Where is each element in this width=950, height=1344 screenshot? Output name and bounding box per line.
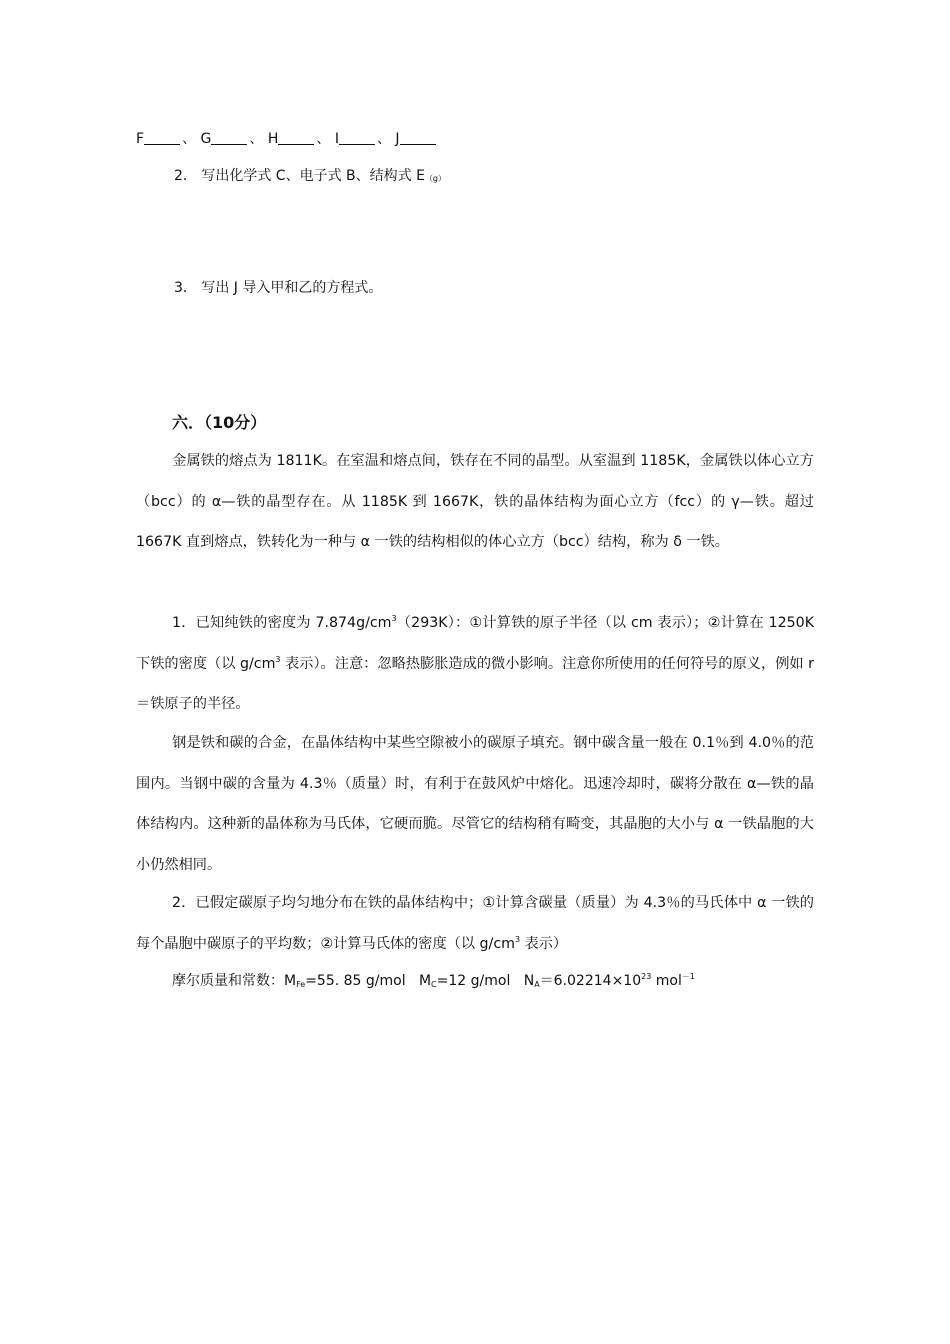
blank-label-g: G (200, 131, 212, 147)
section-heading: 六．（10分） (172, 413, 267, 432)
question-3: 3． 写出 J 导入甲和乙的方程式。 (174, 280, 383, 296)
blank-label-i: I (334, 131, 339, 147)
paragraph-iron-phases: 金属铁的熔点为 1811K。在室温和熔点间，铁存在不同的晶型。从室温到 1185K，金属铁以体心立方（bcc）的 α—铁的晶型存在。从 1185K 到 1667K，铁的晶体结构为面心立方（fcc）的 γ—铁。超过 1667K 直到熔点，铁转化为一种与 α 一铁的结构相似的体心立方（bcc）结构，称为 δ 一铁。 (136, 453, 814, 550)
answer-blank-i (339, 130, 375, 145)
question-2: 2． 写出化学式 C、电子式 B、结构式 E（g） (174, 168, 447, 184)
blank-label-j: J (395, 131, 400, 147)
answer-blanks-row: F 、 G 、 H 、 I 、 J (136, 128, 438, 148)
answer-blank-f (144, 130, 180, 145)
answer-blank-h (278, 130, 314, 145)
paragraph-steel: 钢是铁和碳的合金，在晶体结构中某些空隙被小的碳原子填充。钢中碳含量一般在 0.1％到 4.0％的范围内。当钢中碳的含量为 4.3％（质量）时，有利于在鼓风炉中熔化。迅速冷却时，碳将分散在 α—铁的晶体结构内。这种新的晶体称为马氏体，它硬而脆。尽管它的结构稍有畸变，其晶胞的大小与 α 一铁晶胞的大小仍然相同。 (136, 735, 814, 873)
question-1-density: 1．已知纯铁的密度为 $7.874g/cm^3(293K)$：①计算铁的原子半径（以 cm 表示）；②计算在 1250K 下铁的密度（以 $g/cm^3$ 表示）。注意：忽略热膨胀造成的微小影响。注意你所使用的任何符号的原义，例如 r＝铁原子的半径。 (136, 614, 814, 712)
question-2-martensite: 2．已假定碳原子均匀地分布在铁的晶体结构中；①计算含碳量（质量）为 4.3％的马氏体中 α 一铁的每个晶胞中碳原子的平均数；②计算马氏体的密度（以 $g/cm^3$ 表示） (136, 895, 814, 952)
constants-line: 摩尔质量和常数：$M_{Fe}=55$. 85 g/mol $M_C=12$ g/mol $N_A=6.02214\times 10^{23}$ mol$^{-1}$ (172, 972, 695, 989)
blank-label-f: F (136, 131, 145, 147)
blank-label-h: H (267, 131, 279, 147)
answer-blank-j (400, 130, 436, 145)
answer-blank-g (211, 130, 247, 145)
